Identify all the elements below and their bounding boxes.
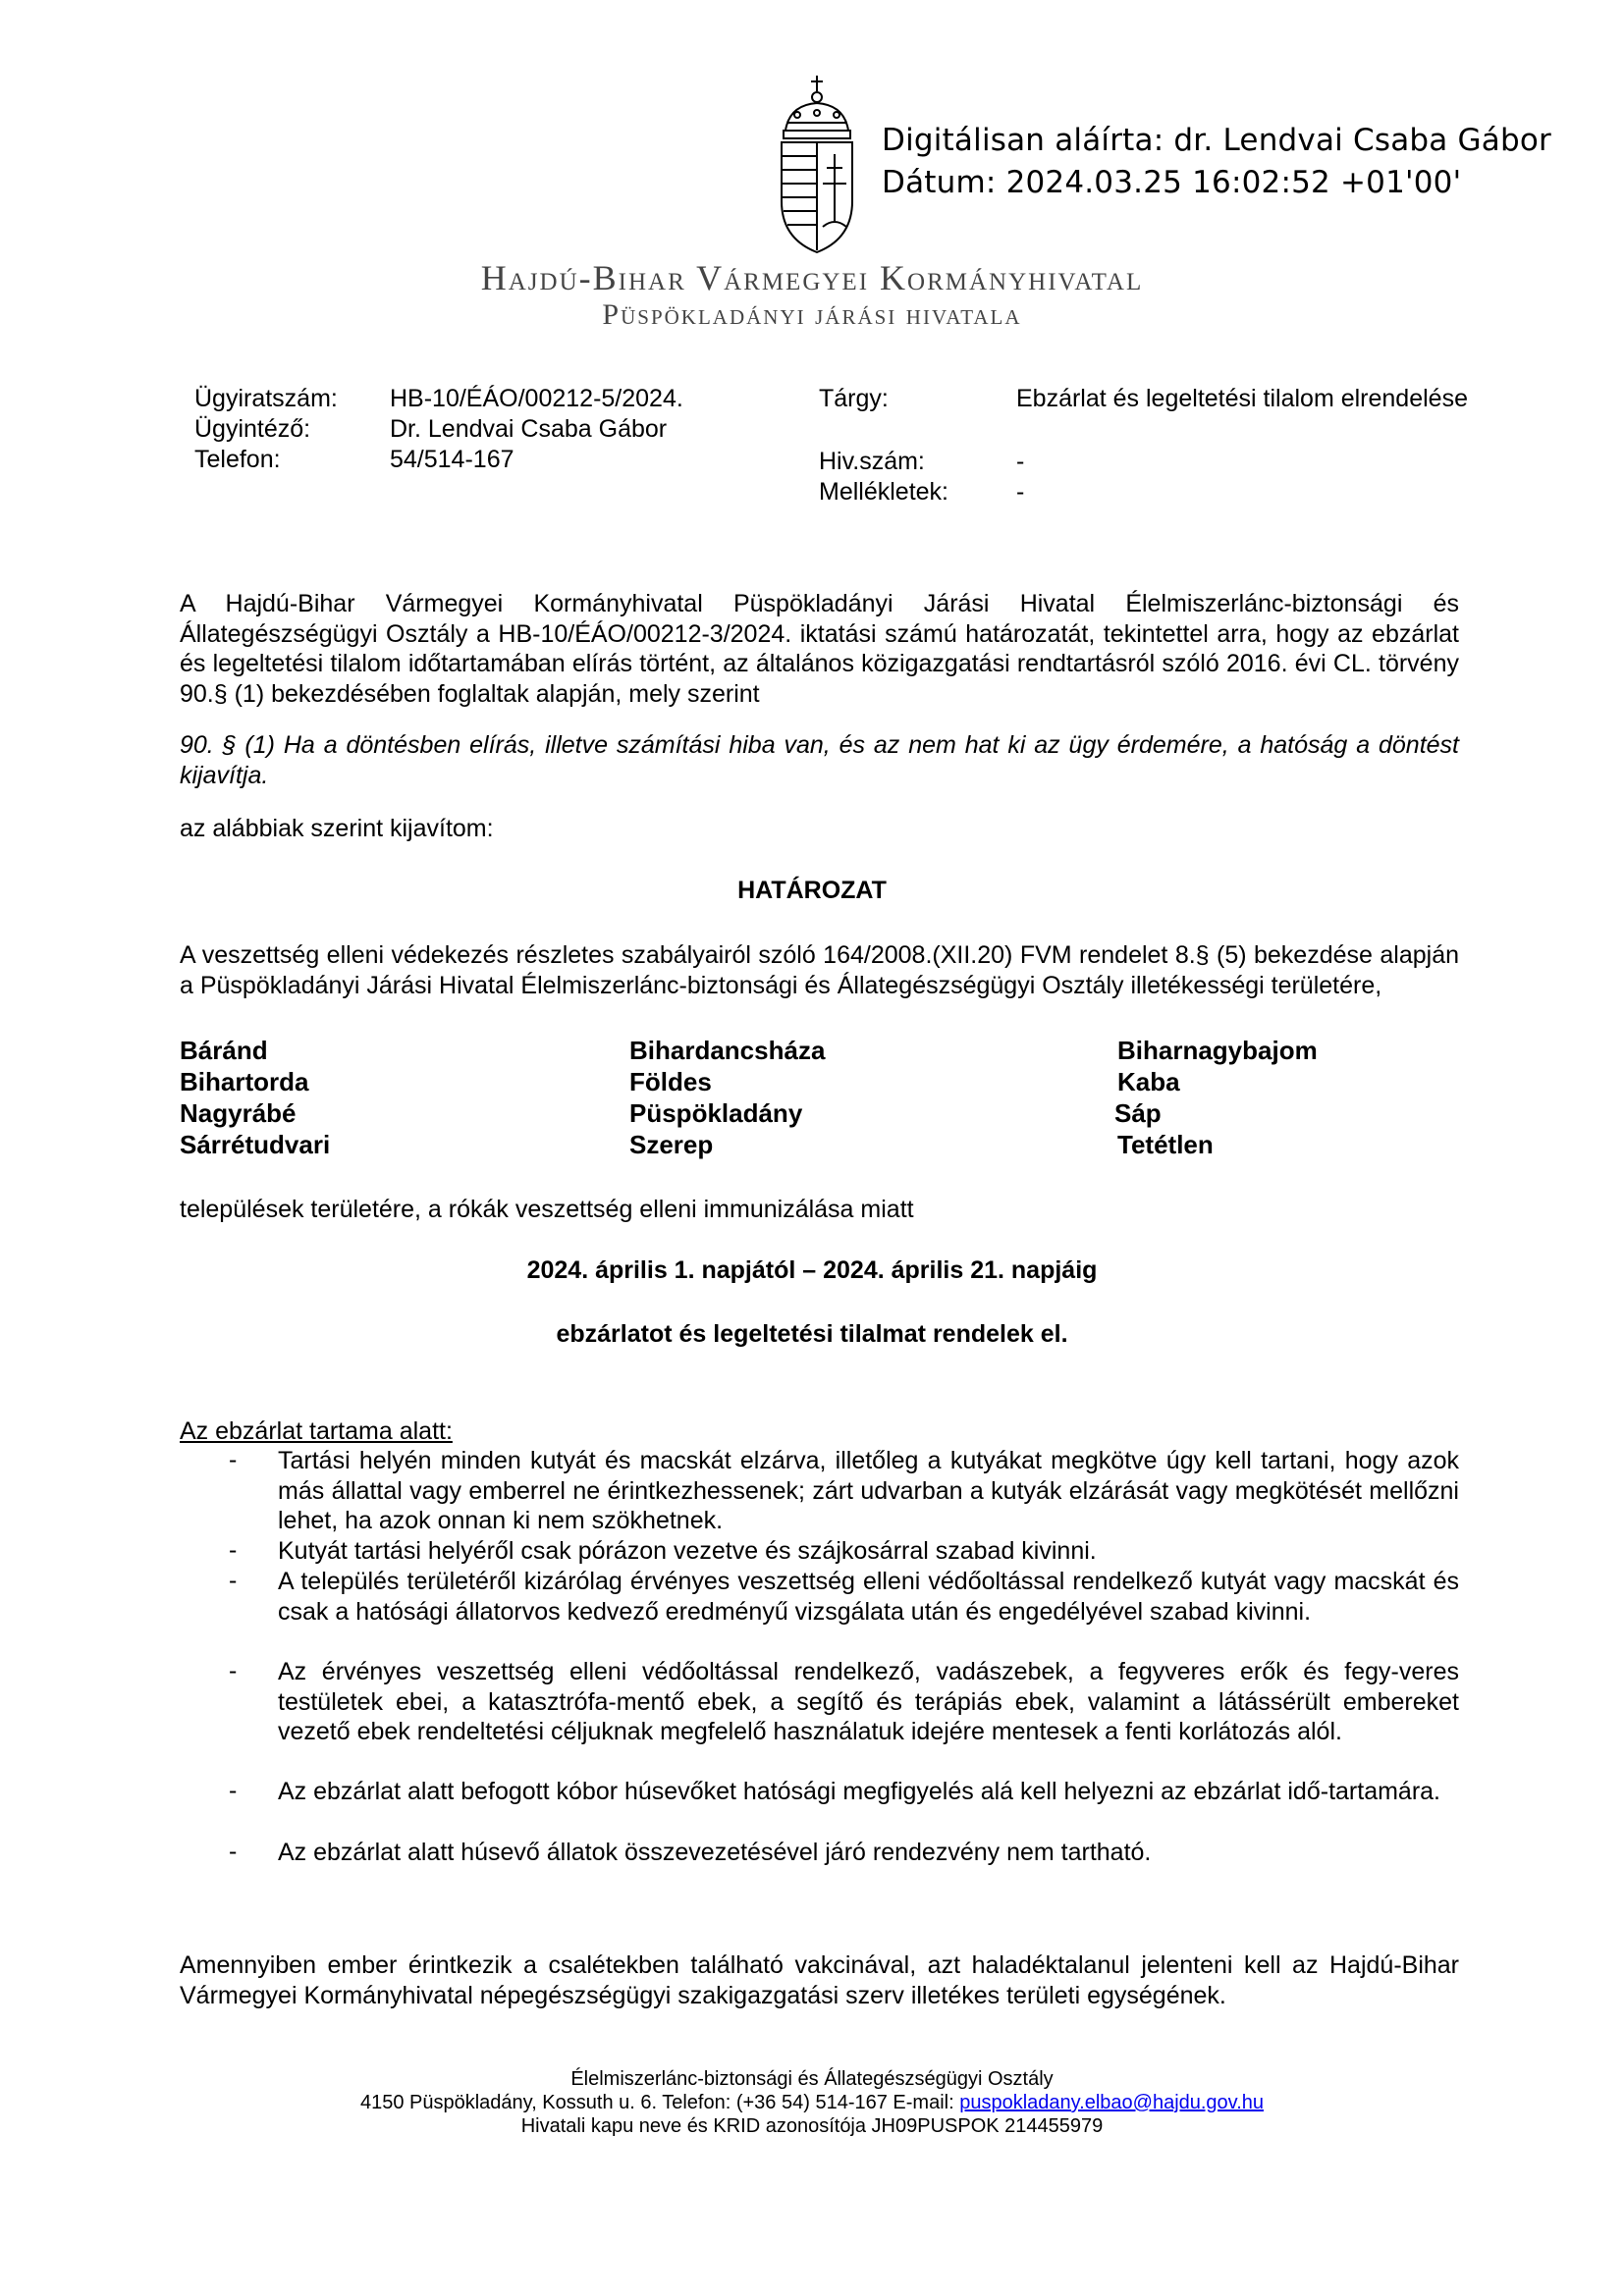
town-name: Bihardancsháza xyxy=(629,1036,826,1065)
town-name: Szerep xyxy=(629,1130,714,1159)
footer-email-link[interactable]: puspokladany.elbao@hajdu.gov.hu xyxy=(959,2092,1264,2113)
footer-address: 4150 Püspökladány, Kossuth u. 6. Telefon: (+36 54) 514-167 E-mail: xyxy=(359,2092,960,2113)
coat-of-arms-icon xyxy=(776,74,858,254)
meta-value-subject: Ebzárlat és legeltetési tilalom elrendelése xyxy=(1016,385,1468,412)
town-name: Nagyrábé xyxy=(180,1098,297,1128)
list-dash: - xyxy=(229,1536,238,1564)
office-name: Hajdú-Bihar Vármegyei Kormányhivatal xyxy=(480,258,1144,297)
office-subname: Püspökladányi járási hivatala xyxy=(602,298,1022,331)
meta-value-phone: 54/514-167 xyxy=(390,446,514,473)
list-item: Tartási helyén minden kutyát és macskát elzárva, illetőleg a kutyákat megkötve úgy kell tartani, hogy azok más állattal vagy emberrel ne érintkezhessenek; zárt udvarban a kutyák elzárását vagy megkötését mellőzni lehet, ha azok onnan ki nem szökhetnek. xyxy=(278,1447,1459,1534)
town-name: Bihartorda xyxy=(180,1067,309,1096)
rules-heading: Az ebzárlat tartama alatt: xyxy=(180,1417,453,1445)
town-name: Kaba xyxy=(1117,1067,1180,1096)
footer-department: Élelmiszerlánc-biztonsági és Állategészségügyi Osztály xyxy=(570,2068,1054,2090)
decision-paragraph: A veszettség elleni védekezés részletes szabályairól szóló 164/2008.(XII.20) FVM rendelet 8.§ (5) bekezdése alapján a Püspökladányi Járási Hivatal Élelmiszerlánc-biztonsági és Állategészségügyi Osztály illetékességi területére, xyxy=(180,941,1459,999)
signature-signed-by: Digitálisan aláírta: dr. Lendvai Csaba Gábor xyxy=(882,123,1551,158)
list-dash: - xyxy=(229,1838,238,1865)
reason-statement: települések területére, a rókák veszettség elleni immunizálása miatt xyxy=(180,1196,914,1223)
list-item: Kutyát tartási helyéről csak pórázon vezetve és szájkosárral szabad kivinni. xyxy=(278,1537,1097,1565)
town-name: Püspökladány xyxy=(629,1098,803,1128)
list-item: A település területéről kizárólag érvényes veszettség elleni védőoltással rendelkező kutyát vagy macskát és csak a hatósági állatorvos kedvező eredményű vizsgálata után és engedélyével szabad kivinni. xyxy=(278,1568,1459,1626)
ban-period: 2024. április 1. napjától – 2024. április 21. napjáig xyxy=(526,1256,1098,1284)
list-dash: - xyxy=(229,1446,238,1473)
meta-label-officer: Ügyintéző: xyxy=(194,415,311,443)
meta-label-case-number: Ügyiratszám: xyxy=(194,385,338,412)
meta-value-reference: - xyxy=(1016,448,1025,475)
meta-label-attachments: Mellékletek: xyxy=(819,478,948,506)
closing-paragraph: Amennyiben ember érintkezik a csalétekben található vakcinával, azt haladéktalanul jelenteni kell az Hajdú-Bihar Vármegyei Kormányhivatal népegészségügyi szakigazgatási szerv illetékes területi egységének. xyxy=(180,1951,1459,2009)
town-name: Sáp xyxy=(1114,1098,1162,1128)
town-name: Biharnagybajom xyxy=(1117,1036,1318,1065)
ban-order: ebzárlatot és legeltetési tilalmat rendelek el. xyxy=(556,1320,1068,1348)
meta-value-officer: Dr. Lendvai Csaba Gábor xyxy=(390,415,668,443)
intro-paragraph: A Hajdú-Bihar Vármegyei Kormányhivatal Püspökladányi Járási Hivatal Élelmiszerlánc-biztonsági és Állategészségügyi Osztály a HB-10/ÉÁO/00212-3/2024. iktatási számú határozatát, tekintettel arra, hogy az ebzárlat és legeltetési tilalom időtartamában elírás történt, az általános közigazgatási rendtartásról szóló 2016. évi CL. törvény 90.§ (1) bekezdésében foglaltak alapján, mely szerint xyxy=(180,590,1459,708)
town-name: Sárrétudvari xyxy=(180,1130,331,1159)
decision-heading: HATÁROZAT xyxy=(737,877,887,904)
meta-value-case-number: HB-10/ÉÁO/00212-5/2024. xyxy=(390,385,683,412)
town-name: Földes xyxy=(629,1067,712,1096)
footer-contact xyxy=(0,2091,1624,2114)
town-name: Tetétlen xyxy=(1117,1130,1214,1159)
meta-label-subject: Tárgy: xyxy=(819,385,889,412)
meta-value-attachments: - xyxy=(1016,478,1025,506)
legal-quote: 90. § (1) Ha a döntésben elírás, illetve számítási hiba van, és az nem hat ki az ügy érdemére, a hatóság a döntést kijavítja. xyxy=(180,731,1459,789)
list-item: Az ebzárlat alatt húsevő állatok összevezetésével járó rendezvény nem tartható. xyxy=(278,1839,1152,1866)
footer-krid: Hivatali kapu neve és KRID azonosítója JH09PUSPOK 214455979 xyxy=(520,2115,1104,2137)
meta-label-reference: Hiv.szám: xyxy=(819,448,925,475)
correction-statement: az alábbiak szerint kijavítom: xyxy=(180,815,494,842)
town-name: Báránd xyxy=(180,1036,268,1065)
list-dash: - xyxy=(229,1657,238,1684)
list-item: Az érvényes veszettség elleni védőoltással rendelkező, vadászebek, a fegyveres erők és fegy-veres testületek ebei, a katasztrófa-mentő ebek, a segítő és terápiás ebek, valamint a látássérült embereket vezető ebek rendeltetési céljuknak megfelelő használatuk idejére mentesek a fenti korlátozás alól. xyxy=(278,1658,1459,1745)
list-item: Az ebzárlat alatt befogott kóbor húsevőket hatósági megfigyelés alá kell helyezni az ebzárlat idő-tartamára. xyxy=(278,1778,1440,1805)
signature-date: Dátum: 2024.03.25 16:02:52 +01'00' xyxy=(882,165,1462,200)
meta-label-phone: Telefon: xyxy=(194,446,281,473)
list-dash: - xyxy=(229,1777,238,1804)
list-dash: - xyxy=(229,1567,238,1594)
